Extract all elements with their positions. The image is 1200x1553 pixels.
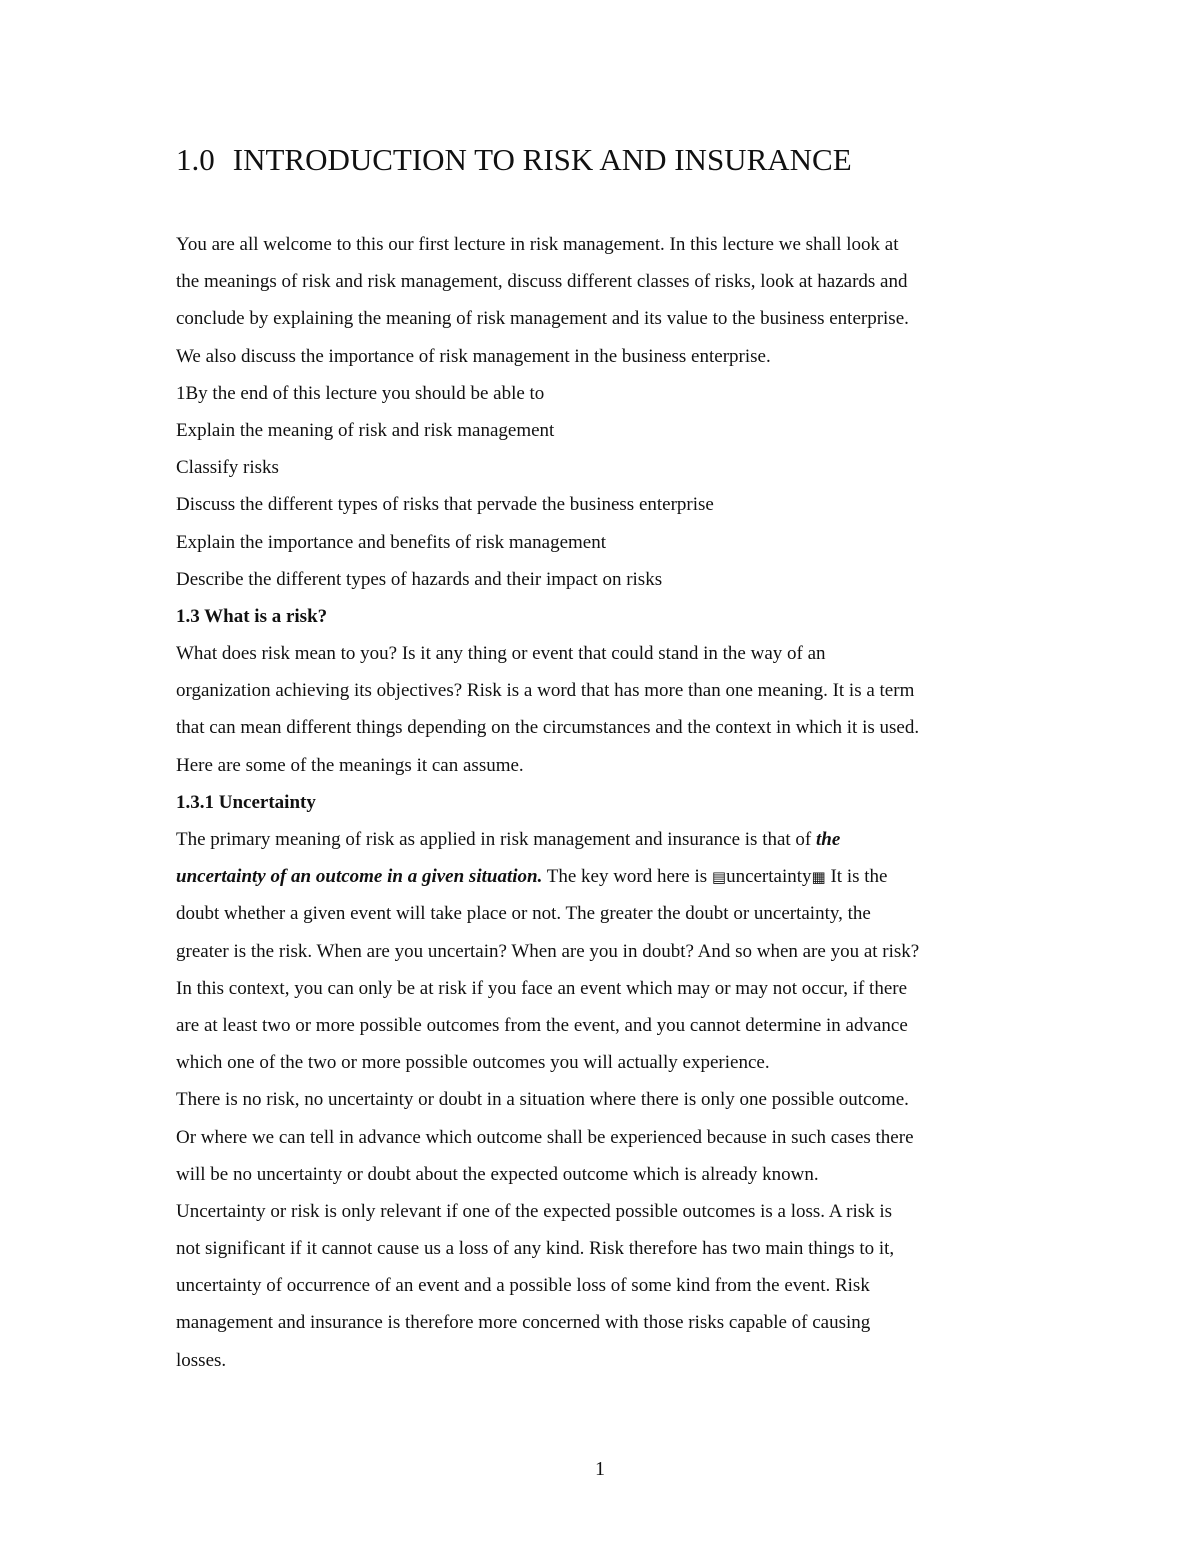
paragraph-line: losses.	[176, 1349, 227, 1371]
key-word: uncertainty	[726, 866, 812, 888]
objective-item: Discuss the different types of risks that pervade the business enterprise	[176, 494, 714, 516]
paragraph-line: not significant if it cannot cause us a loss of any kind. Risk therefore has two main things to it,	[176, 1238, 895, 1260]
paragraph-line: Uncertainty or risk is only relevant if one of the expected possible outcomes is a loss. A risk is	[176, 1200, 893, 1222]
section-heading-uncertainty: 1.3.1 Uncertainty	[176, 791, 316, 813]
paragraph-line: which one of the two or more possible outcomes you will actually experience.	[176, 1052, 770, 1074]
emphasis-text: the	[816, 829, 841, 850]
paragraph-line: Or where we can tell in advance which outcome shall be experienced because in such cases there	[176, 1126, 914, 1148]
paragraph-line: There is no risk, no uncertainty or doubt in a situation where there is only one possible outcome.	[176, 1089, 909, 1111]
paragraph-line	[176, 821, 1036, 858]
page-number: 1	[595, 1458, 605, 1480]
paragraph-line: In this context, you can only be at risk if you face an event which may or may not occur, if there	[176, 977, 908, 999]
document-body	[176, 226, 1036, 1379]
objective-item: Explain the meaning of risk and risk management	[176, 419, 555, 441]
paragraph-line	[176, 858, 1036, 895]
objective-item: Classify risks	[176, 457, 279, 479]
intro-line: the meanings of risk and risk management, discuss different classes of risks, look at hazards and	[176, 271, 908, 293]
objective-item: Explain the importance and benefits of risk management	[176, 531, 606, 553]
paragraph-line: management and insurance is therefore more concerned with those risks capable of causing	[176, 1312, 871, 1334]
heading-text: INTRODUCTION TO RISK AND INSURANCE	[232, 142, 852, 177]
paragraph-line: greater is the risk. When are you uncertain? When are you in doubt? And so when are you at risk?	[176, 940, 920, 962]
intro-line: We also discuss the importance of risk management in the business enterprise.	[176, 345, 771, 367]
objective-item: Describe the different types of hazards and their impact on risks	[176, 568, 663, 590]
page-title	[176, 142, 852, 178]
heading-number: 1.0	[176, 142, 215, 177]
open-quote-glyph-icon: ▤	[711, 868, 727, 887]
paragraph-line: organization achieving its objectives? Risk is a word that has more than one meaning. It is a term	[176, 680, 915, 702]
text-run: It is the	[825, 866, 888, 888]
close-quote-glyph-icon: ▦	[811, 868, 826, 887]
objectives-lead: 1By the end of this lecture you should be able to	[176, 382, 545, 404]
paragraph-line: uncertainty of occurrence of an event and a possible loss of some kind from the event. Risk	[176, 1275, 870, 1297]
paragraph-line: will be no uncertainty or doubt about the expected outcome which is already known.	[176, 1163, 819, 1185]
paragraph-line: What does risk mean to you? Is it any thing or event that could stand in the way of an	[176, 643, 826, 665]
intro-line: You are all welcome to this our first lecture in risk management. In this lecture we shall look at	[176, 234, 899, 255]
text-run: The key word here is	[542, 866, 712, 888]
emphasis-text: uncertainty of an outcome in a given situation.	[176, 866, 543, 888]
paragraph-line: doubt whether a given event will take place or not. The greater the doubt or uncertainty, the	[176, 903, 871, 925]
section-heading-what-is-risk: 1.3 What is a risk?	[176, 605, 328, 627]
intro-line: conclude by explaining the meaning of risk management and its value to the business enterprise.	[176, 308, 909, 330]
paragraph-line: Here are some of the meanings it can assume.	[176, 754, 524, 776]
paragraph-line: that can mean different things depending on the circumstances and the context in which it is used.	[176, 717, 920, 739]
paragraph-line: are at least two or more possible outcomes from the event, and you cannot determine in advance	[176, 1014, 908, 1036]
text-run: The primary meaning of risk as applied in risk management and insurance is that of	[176, 829, 817, 850]
